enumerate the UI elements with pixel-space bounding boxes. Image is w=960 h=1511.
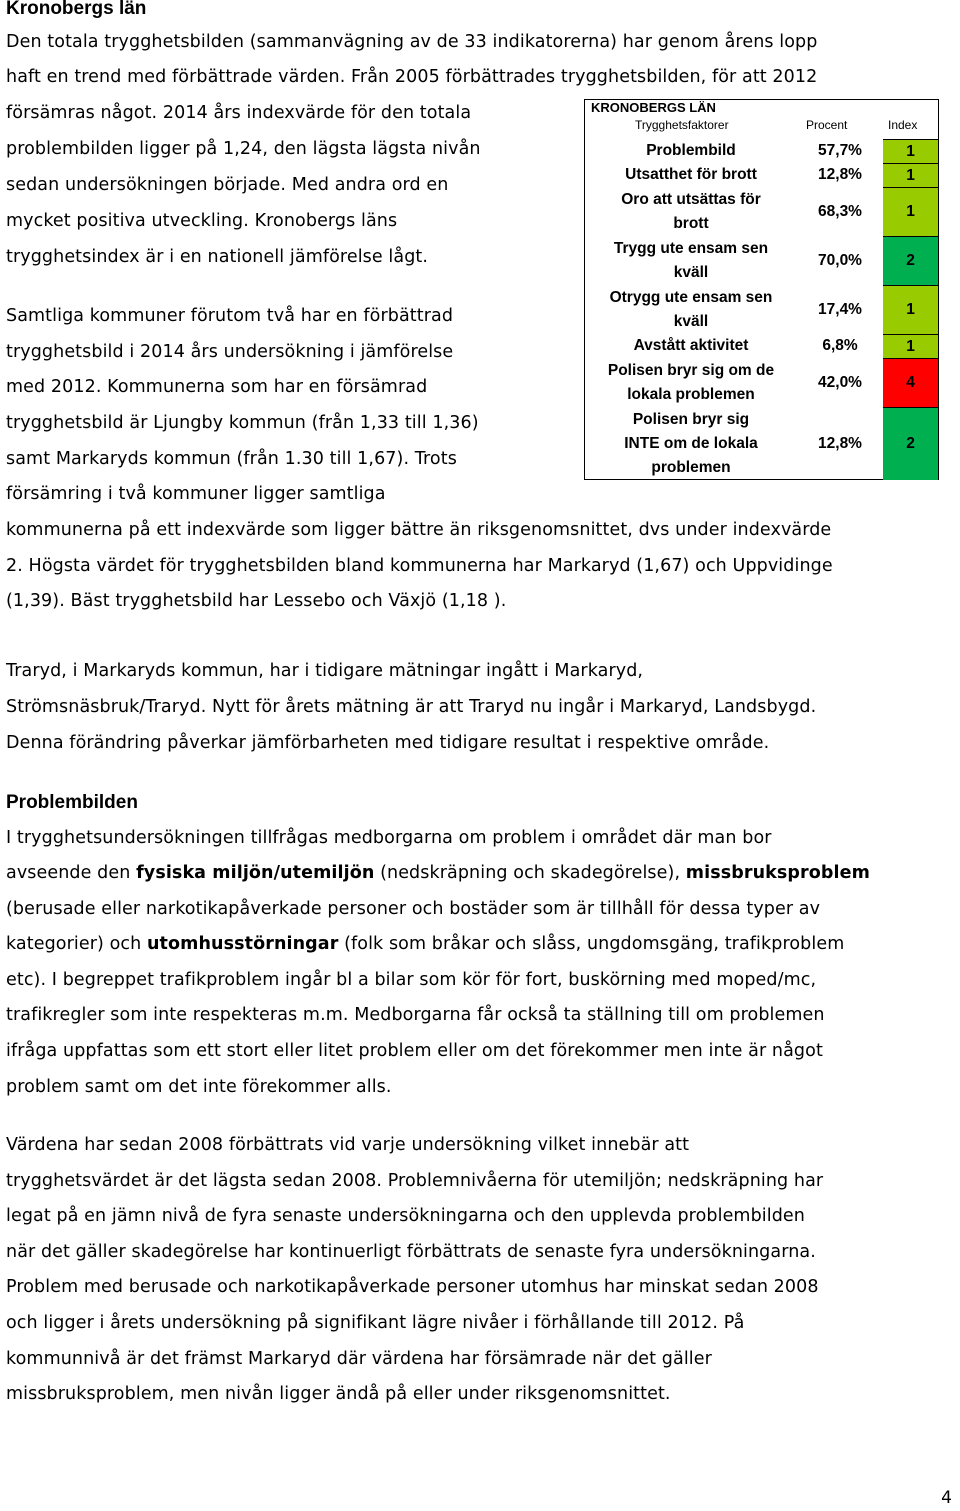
- intro-line: sedan undersökningen började. Med andra ord en: [6, 175, 449, 195]
- intro-line: Den totala trygghetsbilden (sammanvägning av de 33 indikatorerna) har genom årens lopp: [6, 32, 818, 52]
- body-line: legat på en jämn nivå de fyra senaste undersökningarna och den upplevda problembilden: [6, 1206, 805, 1226]
- percent-cell: 17,4%: [818, 300, 862, 318]
- index-cell: 1: [883, 163, 938, 187]
- body-line: försämring i två kommuner ligger samtliga: [6, 484, 386, 504]
- body-line: kommunnivå är det främst Markaryd där värdena har försämrade när det gäller: [6, 1349, 712, 1369]
- factor-cell: Polisen bryr sig om de lokala problemen: [607, 361, 775, 403]
- index-cell: 1: [883, 187, 938, 236]
- table-row: [585, 285, 938, 334]
- body-line: (1,39). Bäst trygghetsbild har Lessebo och Växjö (1,18 ).: [6, 591, 507, 611]
- body-line: Problem med berusade och narkotikapåverkade personer utomhus har minskat sedan 2008: [6, 1277, 819, 1297]
- table-row: [585, 163, 938, 187]
- table-title: KRONOBERGS LÄN: [591, 100, 716, 115]
- column-header-index: Index: [888, 118, 918, 132]
- factor-cell: Problembild: [646, 142, 736, 159]
- body-line: etc). I begreppet trafikproblem ingår bl a bilar som kör för fort, buskörning med moped/mc,: [6, 970, 817, 990]
- column-header-percent: Procent: [806, 118, 848, 132]
- table-row: [585, 358, 938, 407]
- body-line: trygghetsbild i 2014 års undersökning i jämförelse: [6, 342, 454, 362]
- percent-cell: 42,0%: [818, 373, 862, 391]
- section-heading: Problembilden: [6, 792, 138, 813]
- body-line: när det gäller skadegörelse har kontinuerligt förbättrats de senaste fyra undersökningarna.: [6, 1242, 816, 1262]
- body-line: med 2012. Kommunerna som har en försämrad: [6, 377, 428, 397]
- bold-term: missbruksproblem: [685, 863, 870, 883]
- security-factors-table: [584, 99, 939, 480]
- column-header-factors: Trygghetsfaktorer: [635, 118, 729, 132]
- body-line: missbruksproblem, men nivån ligger ändå på eller under riksgenomsnittet.: [6, 1384, 671, 1404]
- factor-cell: Avstått aktivitet: [633, 337, 749, 354]
- body-line: Denna förändring påverkar jämförbarheten med tidigare resultat i respektive område.: [6, 733, 770, 753]
- factor-cell: Otrygg ute ensam sen kväll: [609, 288, 773, 330]
- factor-cell: Polisen bryr sig INTE om de lokala problemen: [624, 410, 758, 476]
- body-line: avseende den fysiska miljön/utemiljön (nedskräpning och skadegörelse), missbruksproblem: [6, 863, 870, 883]
- percent-cell: 68,3%: [818, 202, 862, 220]
- index-cell: 2: [883, 236, 938, 285]
- percent-cell: 70,0%: [818, 251, 862, 269]
- table-row: [585, 187, 938, 236]
- bold-term: fysiska miljön/utemiljön: [136, 863, 375, 883]
- index-cell: 2: [883, 407, 938, 480]
- body-line: trygghetsvärdet är det lägsta sedan 2008. Problemnivåerna för utemiljön; nedskräpning har: [6, 1171, 824, 1191]
- factor-cell: Utsatthet för brott: [625, 166, 757, 183]
- percent-cell: 6,8%: [822, 337, 858, 354]
- page-heading: Kronobergs län: [6, 0, 147, 19]
- body-line: Traryd, i Markaryds kommun, har i tidigare mätningar ingått i Markaryd,: [6, 661, 644, 681]
- body-line: Värdena har sedan 2008 förbättrats vid varje undersökning vilket innebär att: [6, 1135, 690, 1155]
- body-line: Samtliga kommuner förutom två har en förbättrad: [6, 306, 454, 326]
- index-cell: 1: [883, 285, 938, 334]
- table-row: [585, 139, 938, 163]
- body-line: I trygghetsundersökningen tillfrågas medborgarna om problem i området där man bor: [6, 828, 772, 848]
- percent-cell: 12,8%: [818, 166, 862, 183]
- body-line: 2. Högsta värdet för trygghetsbilden bland kommunerna har Markaryd (1,67) och Uppvidinge: [6, 556, 833, 576]
- intro-line: haft en trend med förbättrade värden. Från 2005 förbättrades trygghetsbilden, för att 2012: [6, 67, 818, 87]
- body-line: trafikregler som inte respekteras m.m. Medborgarna får också ta ställning till om problemen: [6, 1005, 825, 1025]
- index-cell: 1: [883, 139, 938, 163]
- table-row: [585, 407, 938, 480]
- index-cell: 1: [883, 334, 938, 358]
- intro-line: försämras något. 2014 års indexvärde för den totala: [6, 103, 472, 123]
- intro-line: trygghetsindex är i en nationell jämförelse lågt.: [6, 247, 429, 267]
- intro-line: mycket positiva utveckling. Kronobergs läns: [6, 211, 398, 231]
- percent-cell: 12,8%: [818, 434, 862, 452]
- body-line: och ligger i årets undersökning på signifikant lägre nivåer i förhållande till 2012. På: [6, 1313, 745, 1333]
- intro-line: problembilden ligger på 1,24, den lägsta lägsta nivån: [6, 139, 481, 159]
- body-line: ifråga uppfattas som ett stort eller litet problem eller om det förekommer men inte är något: [6, 1041, 823, 1061]
- percent-cell: 57,7%: [818, 142, 862, 159]
- index-cell: 4: [883, 358, 938, 407]
- table-row: [585, 236, 938, 285]
- body-line: Strömsnäsbruk/Traryd. Nytt för årets mätning är att Traryd nu ingår i Markaryd, Landsbygd.: [6, 697, 817, 717]
- body-line: trygghetsbild är Ljungby kommun (från 1,33 till 1,36): [6, 413, 479, 433]
- bold-term: utomhusstörningar: [147, 934, 339, 954]
- body-line: kommunerna på ett indexvärde som ligger bättre än riksgenomsnittet, dvs under indexvärde: [6, 520, 832, 540]
- body-line: samt Markaryds kommun (från 1.30 till 1,67). Trots: [6, 449, 457, 469]
- table-row: [585, 334, 938, 358]
- factor-cell: Oro att utsättas för brott: [621, 190, 761, 232]
- body-line: problem samt om det inte förekommer alls.: [6, 1077, 392, 1097]
- body-line: kategorier) och utomhusstörningar (folk som bråkar och slåss, ungdomsgäng, trafikproblem: [6, 934, 845, 954]
- page-number: 4: [941, 1488, 952, 1508]
- body-line: (berusade eller narkotikapåverkade personer och bostäder som är tillhåll för dessa typer av: [6, 899, 821, 919]
- factor-cell: Trygg ute ensam sen kväll: [613, 239, 769, 281]
